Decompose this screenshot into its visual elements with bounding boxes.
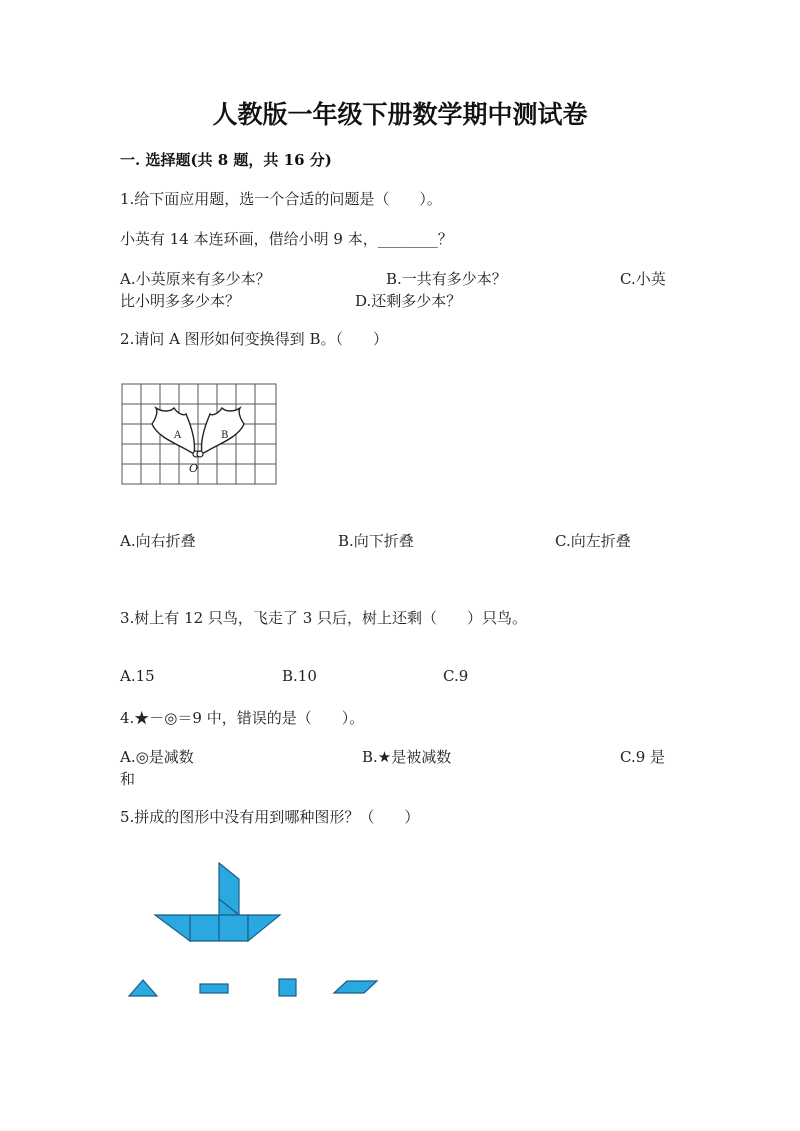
- question-1-option-a: A.小英原来有多少本？: [120, 270, 271, 288]
- page-title: 人教版一年级下册数学期中测试卷: [212, 100, 588, 129]
- question-2-option-b: B.向下折叠: [338, 532, 414, 550]
- question-4-option-b: B.★是被减数: [362, 748, 452, 766]
- rectangle-shape-option: [200, 984, 228, 993]
- question-4-option-c-continued: 和: [120, 770, 136, 788]
- grid-fold-figure: [118, 380, 280, 488]
- boat-hull-middle: [219, 915, 248, 941]
- question-1-option-b: B.一共有多少本？: [386, 270, 507, 288]
- boat-hull-square: [190, 915, 219, 941]
- figure-label-a: A: [174, 430, 182, 441]
- figure-label-b: B: [221, 430, 229, 441]
- boat-hull-right: [248, 915, 280, 941]
- question-3-option-a: A.15: [120, 667, 155, 685]
- question-1-option-d: D.还剩多少本？: [355, 292, 462, 310]
- question-1-option-c-continued: 比小明多多少本？: [120, 292, 241, 310]
- question-2-option-a: A.向右折叠: [120, 532, 196, 550]
- question-2-stem: 2.请问 A 图形如何变换得到 B。（ ）: [120, 330, 388, 348]
- question-4-option-c: C.9 是: [620, 748, 666, 766]
- question-4-stem: 4.★－◎＝9 中，错误的是（ ）。: [120, 709, 365, 727]
- question-1-problem: 小英有 14 本连环画，借给小明 9 本，________？: [120, 230, 453, 248]
- question-2-option-c: C.向左折叠: [555, 532, 631, 550]
- triangle-shape-option: [129, 980, 157, 996]
- figure-label-o: O: [189, 462, 199, 475]
- question-3-option-b: B.10: [282, 667, 317, 685]
- question-1-stem: 1.给下面应用题，选一个合适的问题是（ ）。: [120, 190, 442, 208]
- square-shape-option: [279, 979, 296, 996]
- question-3-option-c: C.9: [443, 667, 469, 685]
- question-3-stem: 3.树上有 12 只鸟，飞走了 3 只后，树上还剩（ ）只鸟。: [120, 609, 528, 627]
- question-5-stem: 5.拼成的图形中没有用到哪种图形？（ ）: [120, 808, 420, 826]
- boat-hull-left: [155, 915, 190, 941]
- tangram-boat-figure: [120, 855, 390, 1005]
- question-4-option-a: A.◎是减数: [120, 748, 194, 766]
- question-1-option-c: C.小英: [620, 270, 666, 288]
- section-heading: 一. 选择题(共 8 题，共 16 分): [120, 151, 332, 169]
- parallelogram-shape-option: [334, 981, 377, 993]
